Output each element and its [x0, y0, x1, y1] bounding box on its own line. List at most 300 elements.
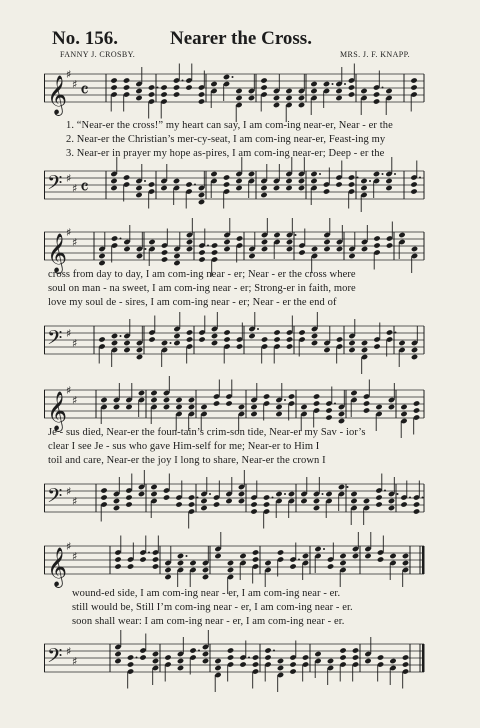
note-head	[411, 347, 418, 353]
note-head	[323, 246, 330, 252]
note-head	[135, 88, 142, 94]
note-head	[400, 404, 407, 410]
note-head	[375, 404, 382, 410]
note-head	[110, 185, 117, 191]
note-head	[260, 192, 267, 198]
note-head	[260, 77, 267, 83]
note-head	[148, 239, 155, 245]
note-head	[138, 491, 145, 497]
bass-staff-3	[44, 476, 426, 526]
note-head	[314, 546, 321, 552]
dot	[344, 83, 346, 85]
note-head	[338, 411, 345, 417]
note-head	[135, 95, 142, 101]
note-head	[185, 181, 192, 187]
note-head	[252, 556, 259, 562]
dot	[232, 76, 234, 78]
note-head	[298, 178, 305, 184]
note-head	[298, 249, 305, 255]
note-head	[348, 84, 355, 90]
dot	[334, 403, 336, 405]
note-head	[348, 347, 355, 353]
note-head	[225, 498, 232, 504]
note-head	[98, 260, 105, 266]
note-head	[361, 340, 368, 346]
note-head	[225, 400, 232, 406]
sharp-icon: ♯	[66, 327, 72, 340]
note-head	[335, 181, 342, 187]
note-head	[250, 411, 257, 417]
dot	[170, 342, 172, 344]
note-head	[223, 336, 230, 342]
dot	[257, 328, 259, 330]
note-head	[263, 501, 270, 507]
note-head	[375, 501, 382, 507]
note-head	[252, 654, 259, 660]
note-head	[173, 260, 180, 266]
sharp-icon: ♯	[72, 78, 78, 91]
note-head	[411, 354, 418, 360]
dot	[422, 497, 424, 499]
note-head	[111, 340, 118, 346]
note-head	[288, 491, 295, 497]
sharp-icon: ♯	[66, 172, 72, 185]
note-head	[339, 553, 346, 559]
note-head	[260, 185, 267, 191]
sharp-icon: ♯	[72, 337, 78, 350]
note-head	[139, 654, 146, 660]
note-head	[235, 95, 242, 101]
note-head	[111, 333, 118, 339]
note-head	[148, 336, 155, 342]
note-head	[248, 95, 255, 101]
note-head	[189, 647, 196, 653]
note-head	[248, 171, 255, 177]
sharp-icon: ♯	[72, 182, 78, 195]
note-head	[148, 84, 155, 90]
note-head	[323, 188, 330, 194]
dot	[136, 657, 138, 659]
note-head	[123, 174, 130, 180]
note-head	[339, 647, 346, 653]
note-head	[210, 81, 217, 87]
note-head	[348, 174, 355, 180]
note-head	[410, 77, 417, 83]
note-head	[250, 508, 257, 514]
note-head	[114, 658, 121, 664]
note-head	[252, 661, 259, 667]
note-head	[363, 407, 370, 413]
note-head	[98, 336, 105, 342]
note-head	[202, 651, 209, 657]
note-head	[227, 654, 234, 660]
note-head	[413, 508, 420, 514]
note-head	[175, 404, 182, 410]
note-head	[338, 418, 345, 424]
sharp-icon: ♯	[66, 540, 72, 553]
note-head	[150, 390, 157, 396]
note-head	[350, 498, 357, 504]
note-head	[186, 329, 193, 335]
note-head	[402, 654, 409, 660]
note-head	[373, 98, 380, 104]
note-head	[113, 404, 120, 410]
note-head	[148, 181, 155, 187]
note-head	[260, 84, 267, 90]
note-head	[352, 553, 359, 559]
treble-staff-1	[44, 66, 426, 116]
note-head	[163, 397, 170, 403]
lyric-line-4-3: soon shall wear: I am com-ing near - er, I am com-ing near - er.	[72, 616, 345, 627]
note-head	[188, 494, 195, 500]
note-head	[236, 235, 243, 241]
note-head	[227, 647, 234, 653]
note-head	[364, 658, 371, 664]
note-head	[302, 654, 309, 660]
bass-staff-1	[44, 163, 426, 213]
note-head	[327, 658, 334, 664]
dot	[319, 173, 321, 175]
note-head	[213, 501, 220, 507]
note-head	[310, 171, 317, 177]
note-head	[286, 343, 293, 349]
note-head	[138, 390, 145, 396]
final-bar-thick	[422, 546, 425, 574]
note-head	[114, 651, 121, 657]
dot	[145, 248, 147, 250]
note-head	[127, 654, 134, 660]
note-head	[198, 98, 205, 104]
note-head	[211, 249, 218, 255]
note-head	[360, 178, 367, 184]
treble-staff-3	[44, 382, 426, 432]
note-head	[198, 256, 205, 262]
author-credit: FANNY J. CROSBY.	[60, 50, 136, 59]
note-head	[248, 253, 255, 259]
note-head	[202, 658, 209, 664]
note-head	[223, 181, 230, 187]
common-time-icon: 𝄴	[80, 78, 89, 102]
note-head	[311, 340, 318, 346]
dot	[284, 493, 286, 495]
note-head	[152, 658, 159, 664]
treble-clef-icon: 𝄞	[47, 75, 68, 115]
note-head	[261, 239, 268, 245]
note-head	[148, 91, 155, 97]
note-head	[264, 654, 271, 660]
note-head	[214, 665, 221, 671]
note-head	[200, 404, 207, 410]
note-head	[139, 556, 146, 562]
note-head	[177, 560, 184, 566]
final-bar-thick	[422, 644, 425, 672]
note-head	[386, 329, 393, 335]
dot	[207, 245, 209, 247]
note-head	[111, 235, 118, 241]
note-head	[402, 560, 409, 566]
note-head	[164, 567, 171, 573]
note-head	[114, 556, 121, 562]
note-head	[410, 84, 417, 90]
sharp-icon: ♯	[66, 68, 72, 81]
note-head	[310, 88, 317, 94]
note-head	[298, 185, 305, 191]
note-head	[100, 494, 107, 500]
sharp-icon: ♯	[66, 226, 72, 239]
note-head	[123, 340, 130, 346]
dot	[120, 335, 122, 337]
note-head	[400, 411, 407, 417]
note-head	[300, 498, 307, 504]
note-head	[173, 333, 180, 339]
sharp-icon: ♯	[66, 485, 72, 498]
note-head	[348, 253, 355, 259]
note-head	[275, 411, 282, 417]
note-head	[213, 400, 220, 406]
sharp-icon: ♯	[72, 550, 78, 563]
bass-clef-icon: 𝄢	[47, 171, 63, 199]
note-head	[188, 404, 195, 410]
dot	[322, 493, 324, 495]
note-head	[175, 397, 182, 403]
lyric-line-2-2: soul on man - na sweet, I am com-ing near - er; Strong-er in faith, more	[48, 283, 356, 294]
note-head	[277, 549, 284, 555]
note-head	[285, 95, 292, 101]
note-head	[177, 665, 184, 671]
sharp-icon: ♯	[66, 384, 72, 397]
note-head	[350, 390, 357, 396]
note-head	[175, 501, 182, 507]
hymn-title: Nearer the Cross.	[170, 28, 312, 49]
note-head	[323, 347, 330, 353]
note-head	[373, 235, 380, 241]
note-head	[385, 88, 392, 94]
note-head	[348, 181, 355, 187]
note-head	[289, 668, 296, 674]
note-head	[135, 185, 142, 191]
note-head	[361, 347, 368, 353]
note-head	[173, 91, 180, 97]
note-head	[413, 501, 420, 507]
note-head	[227, 560, 234, 566]
note-head	[161, 256, 168, 262]
lyric-line-1-3: 3. Near-er in prayer my hope as-pires, I am com-ing near-er; Deep - er the	[66, 148, 385, 159]
note-head	[389, 553, 396, 559]
note-head	[386, 242, 393, 248]
note-head	[160, 185, 167, 191]
note-head	[336, 246, 343, 252]
note-head	[323, 81, 330, 87]
note-head	[238, 498, 245, 504]
note-head	[189, 560, 196, 566]
note-head	[150, 484, 157, 490]
note-head	[411, 246, 418, 252]
note-head	[350, 491, 357, 497]
note-head	[223, 329, 230, 335]
note-head	[236, 343, 243, 349]
note-head	[250, 404, 257, 410]
sharp-icon: ♯	[66, 645, 72, 658]
note-head	[164, 654, 171, 660]
note-head	[339, 560, 346, 566]
note-head	[173, 340, 180, 346]
note-head	[348, 340, 355, 346]
note-head	[398, 232, 405, 238]
note-head	[385, 178, 392, 184]
lyric-line-1-2: 2. Near-er the Christian’s mer-cy-seat, I am com-ing near-er, Feast-ing my	[66, 134, 386, 145]
note-head	[125, 501, 132, 507]
note-head	[177, 553, 184, 559]
note-head	[310, 81, 317, 87]
dot	[186, 555, 188, 557]
note-head	[135, 192, 142, 198]
lyric-line-3-3: toil and care, Near-er the joy I long to share, Near-er the crown I	[48, 455, 326, 466]
note-head	[223, 246, 230, 252]
note-head	[238, 491, 245, 497]
note-head	[298, 95, 305, 101]
note-head	[113, 505, 120, 511]
dot	[248, 657, 250, 659]
note-head	[373, 171, 380, 177]
dot	[298, 559, 300, 561]
note-head	[300, 404, 307, 410]
note-head	[163, 404, 170, 410]
note-head	[239, 661, 246, 667]
treble-clef-icon: 𝄞	[47, 391, 68, 431]
note-head	[327, 563, 334, 569]
note-head	[400, 501, 407, 507]
note-head	[352, 647, 359, 653]
note-head	[136, 253, 143, 259]
dot	[369, 180, 371, 182]
note-head	[298, 329, 305, 335]
treble-clef-icon: 𝄞	[47, 547, 68, 587]
dot	[382, 173, 384, 175]
bass-clef-icon: 𝄢	[47, 644, 63, 672]
dot	[144, 180, 146, 182]
note-head	[336, 336, 343, 342]
note-head	[286, 336, 293, 342]
note-head	[373, 242, 380, 248]
lyric-line-4-1: wound-ed side, I am com-ing near - er, I am com-ing near - er.	[72, 588, 341, 599]
dot	[347, 486, 349, 488]
note-head	[277, 665, 284, 671]
note-head	[211, 340, 218, 346]
note-head	[110, 77, 117, 83]
note-head	[214, 553, 221, 559]
note-head	[264, 647, 271, 653]
note-head	[164, 574, 171, 580]
note-head	[186, 246, 193, 252]
treble-clef-icon: 𝄞	[47, 233, 68, 273]
note-head	[313, 498, 320, 504]
note-head	[410, 181, 417, 187]
note-head	[338, 484, 345, 490]
note-head	[123, 84, 130, 90]
note-head	[261, 336, 268, 342]
dot	[382, 87, 384, 89]
treble-staff-2	[44, 224, 426, 274]
note-head	[289, 661, 296, 667]
sharp-icon: ♯	[72, 394, 78, 407]
note-head	[223, 174, 230, 180]
note-head	[375, 494, 382, 500]
note-head	[325, 414, 332, 420]
common-time-icon: 𝄴	[80, 175, 89, 199]
note-head	[210, 171, 217, 177]
note-head	[114, 563, 121, 569]
note-head	[273, 185, 280, 191]
note-head	[123, 77, 130, 83]
hymn-number: No. 156.	[52, 28, 118, 49]
note-head	[261, 246, 268, 252]
note-head	[100, 397, 107, 403]
note-head	[285, 88, 292, 94]
bass-clef-icon: 𝄢	[47, 326, 63, 354]
note-head	[161, 249, 168, 255]
note-head	[127, 661, 134, 667]
note-head	[313, 505, 320, 511]
sharp-icon: ♯	[72, 236, 78, 249]
note-head	[150, 397, 157, 403]
header-row	[52, 28, 452, 48]
dot	[272, 497, 274, 499]
note-head	[361, 246, 368, 252]
note-head	[127, 563, 134, 569]
note-head	[360, 88, 367, 94]
dot	[148, 552, 150, 554]
dot	[209, 493, 211, 495]
dot	[198, 650, 200, 652]
note-head	[173, 84, 180, 90]
note-head	[198, 249, 205, 255]
note-head	[388, 404, 395, 410]
note-head	[202, 574, 209, 580]
note-head	[173, 253, 180, 259]
note-head	[298, 102, 305, 108]
note-head	[363, 498, 370, 504]
lyric-line-3-2: clear I see Je - sus who gave Him-self for me; Near-er to Him I	[48, 441, 320, 452]
note-head	[152, 651, 159, 657]
note-head	[413, 400, 420, 406]
note-head	[211, 242, 218, 248]
dot	[395, 332, 397, 334]
note-head	[152, 556, 159, 562]
note-head	[410, 188, 417, 194]
note-head	[123, 246, 130, 252]
note-head	[264, 560, 271, 566]
note-head	[136, 354, 143, 360]
note-head	[202, 567, 209, 573]
note-head	[235, 88, 242, 94]
note-head	[413, 407, 420, 413]
note-head	[160, 84, 167, 90]
note-head	[348, 91, 355, 97]
note-head	[310, 178, 317, 184]
composer-credit: MRS. J. F. KNAPP.	[340, 50, 410, 59]
lyric-line-3-1: Je - sus died, Near-er the foun-tain’s crim-son tide, Near-er my Sav - ior’s	[48, 427, 366, 438]
note-head	[238, 404, 245, 410]
note-head	[325, 407, 332, 413]
treble-staff-4	[44, 538, 426, 588]
note-head	[289, 563, 296, 569]
note-head	[402, 661, 409, 667]
note-head	[335, 88, 342, 94]
note-head	[198, 192, 205, 198]
note-head	[313, 400, 320, 406]
note-head	[275, 491, 282, 497]
note-head	[377, 556, 384, 562]
